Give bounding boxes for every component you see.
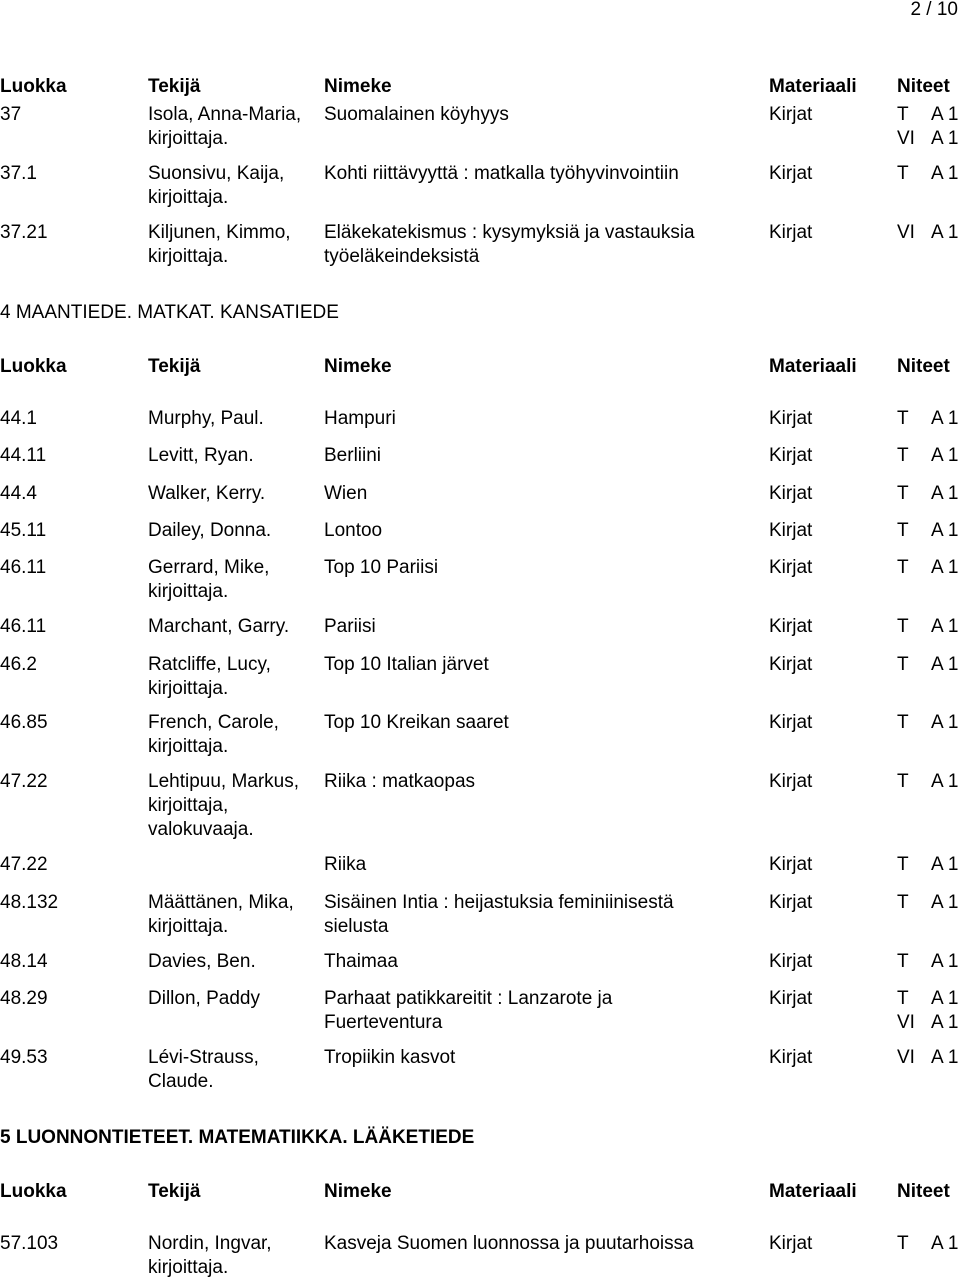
header-niteet: Niteet — [897, 1181, 950, 1202]
nimeke-cell — [324, 770, 475, 794]
niteet-site: VI — [897, 1012, 915, 1033]
niteet-count: A 1 — [931, 1012, 959, 1033]
materiaali-cell: Kirjat — [769, 557, 813, 578]
luokka-cell: 37 — [0, 104, 22, 125]
tekija-cell — [148, 221, 291, 269]
nimeke-line: Parhaat patikkareitit : Lanzarote ja — [324, 988, 613, 1009]
tekija-cell — [148, 103, 301, 151]
tekija-line: Dillon, Paddy — [148, 988, 260, 1009]
niteet-site: T — [897, 988, 909, 1009]
niteet-count: A 1 — [931, 222, 959, 243]
tekija-cell — [148, 615, 289, 639]
materiaali-cell: Kirjat — [769, 104, 813, 125]
materiaali-cell: Kirjat — [769, 951, 813, 972]
nimeke-cell — [324, 103, 509, 127]
nimeke-line: Top 10 Italian järvet — [324, 654, 489, 675]
header-nimeke: Nimeke — [324, 76, 392, 97]
luokka-cell: 37.1 — [0, 163, 37, 184]
header-tekija: Tekijä — [148, 76, 201, 97]
nimeke-cell — [324, 556, 438, 580]
niteet-site: T — [897, 854, 909, 875]
tekija-cell — [148, 950, 256, 974]
header-materiaali: Materiaali — [769, 76, 857, 97]
luokka-cell: 44.1 — [0, 408, 37, 429]
materiaali-cell: Kirjat — [769, 163, 813, 184]
luokka-cell: 46.2 — [0, 654, 37, 675]
tekija-line: Kiljunen, Kimmo, — [148, 222, 291, 243]
niteet-site: T — [897, 104, 909, 125]
materiaali-cell: Kirjat — [769, 520, 813, 541]
nimeke-cell — [324, 444, 381, 468]
tekija-line: Isola, Anna-Maria, — [148, 104, 302, 125]
header-niteet: Niteet — [897, 356, 950, 377]
luokka-cell: 37.21 — [0, 222, 48, 243]
tekija-line: Ratcliffe, Lucy, — [148, 654, 271, 675]
materiaali-cell: Kirjat — [769, 1233, 813, 1254]
niteet-count: A 1 — [931, 445, 959, 466]
tekija-line: Gerrard, Mike, — [148, 557, 270, 578]
nimeke-line: Wien — [324, 483, 368, 504]
niteet-count: A 1 — [931, 163, 959, 184]
niteet-site: VI — [897, 128, 915, 149]
nimeke-line: Top 10 Pariisi — [324, 557, 439, 578]
header-materiaali: Materiaali — [769, 356, 857, 377]
section-heading: 4 MAANTIEDE. MATKAT. KANSATIEDE — [0, 302, 339, 323]
niteet-count: A 1 — [931, 408, 959, 429]
nimeke-cell — [324, 407, 396, 431]
nimeke-cell — [324, 1232, 694, 1256]
nimeke-cell — [324, 519, 382, 543]
tekija-line: Marchant, Garry. — [148, 616, 290, 637]
tekija-line: Dailey, Donna. — [148, 520, 272, 541]
nimeke-line: Fuerteventura — [324, 1012, 443, 1033]
niteet-count: A 1 — [931, 951, 959, 972]
nimeke-line: Hampuri — [324, 408, 396, 429]
niteet-count: A 1 — [931, 104, 959, 125]
tekija-line: kirjoittaja. — [148, 916, 229, 937]
niteet-count: A 1 — [931, 1047, 959, 1068]
luokka-cell: 57.103 — [0, 1233, 59, 1254]
nimeke-line: Riika : matkaopas — [324, 771, 476, 792]
tekija-line: Levitt, Ryan. — [148, 445, 254, 466]
niteet-site: T — [897, 163, 909, 184]
tekija-cell — [148, 711, 279, 759]
tekija-line: kirjoittaja. — [148, 187, 229, 208]
materiaali-cell: Kirjat — [769, 771, 813, 792]
tekija-cell — [148, 987, 260, 1011]
materiaali-cell: Kirjat — [769, 988, 813, 1009]
luokka-cell: 48.14 — [0, 951, 48, 972]
nimeke-line: Tropiikin kasvot — [324, 1047, 456, 1068]
niteet-count: A 1 — [931, 892, 959, 913]
nimeke-cell — [324, 891, 674, 939]
tekija-line: kirjoittaja. — [148, 1257, 229, 1278]
luokka-cell: 44.11 — [0, 445, 47, 466]
niteet-count: A 1 — [931, 616, 959, 637]
tekija-cell — [148, 407, 264, 431]
luokka-cell: 46.11 — [0, 616, 47, 637]
niteet-site: T — [897, 1233, 909, 1254]
tekija-cell — [148, 770, 299, 842]
nimeke-line: Riika — [324, 854, 367, 875]
niteet-count: A 1 — [931, 712, 959, 733]
tekija-line: kirjoittaja. — [148, 581, 229, 602]
tekija-line: kirjoittaja. — [148, 736, 229, 757]
niteet-count: A 1 — [931, 654, 959, 675]
nimeke-line: Kohti riittävyyttä : matkalla työhyvinvointiin — [324, 163, 679, 184]
nimeke-line: Lontoo — [324, 520, 383, 541]
niteet-count: A 1 — [931, 128, 959, 149]
niteet-site: T — [897, 483, 909, 504]
nimeke-cell — [324, 162, 679, 186]
niteet-site: T — [897, 408, 909, 429]
luokka-cell: 47.22 — [0, 771, 48, 792]
tekija-line: Lévi-Strauss, — [148, 1047, 259, 1068]
tekija-cell — [148, 519, 271, 543]
materiaali-cell: Kirjat — [769, 654, 813, 675]
materiaali-cell: Kirjat — [769, 892, 813, 913]
tekija-line: Nordin, Ingvar, — [148, 1233, 272, 1254]
header-luokka: Luokka — [0, 1181, 67, 1202]
niteet-count: A 1 — [931, 771, 959, 792]
luokka-cell: 48.29 — [0, 988, 48, 1009]
tekija-cell — [148, 891, 294, 939]
niteet-site: VI — [897, 222, 915, 243]
tekija-line: valokuvaaja. — [148, 819, 254, 840]
tekija-line: kirjoittaja. — [148, 678, 229, 699]
nimeke-cell — [324, 482, 367, 506]
nimeke-cell — [324, 653, 489, 677]
nimeke-line: Kasveja Suomen luonnossa ja puutarhoissa — [324, 1233, 694, 1254]
nimeke-line: sielusta — [324, 916, 389, 937]
niteet-count: A 1 — [931, 520, 959, 541]
nimeke-line: työeläkeindeksistä — [324, 246, 480, 267]
tekija-line: kirjoittaja. — [148, 246, 229, 267]
tekija-line: Walker, Kerry. — [148, 483, 266, 504]
materiaali-cell: Kirjat — [769, 222, 813, 243]
section-heading: 5 LUONNONTIETEET. MATEMATIIKKA. LÄÄKETIEDE — [0, 1127, 475, 1148]
tekija-line: Suonsivu, Kaija, — [148, 163, 285, 184]
tekija-line: Claude. — [148, 1071, 214, 1092]
nimeke-cell — [324, 987, 612, 1035]
materiaali-cell: Kirjat — [769, 616, 813, 637]
tekija-cell — [148, 162, 284, 210]
tekija-line: Lehtipuu, Markus, — [148, 771, 300, 792]
nimeke-line: Top 10 Kreikan saaret — [324, 712, 509, 733]
tekija-line: Määttänen, Mika, — [148, 892, 294, 913]
tekija-cell — [148, 653, 271, 701]
niteet-site: T — [897, 616, 909, 637]
nimeke-cell — [324, 615, 376, 639]
materiaali-cell: Kirjat — [769, 483, 813, 504]
nimeke-cell — [324, 853, 366, 877]
niteet-site: T — [897, 654, 909, 675]
tekija-line: Murphy, Paul. — [148, 408, 264, 429]
niteet-site: T — [897, 520, 909, 541]
tekija-cell — [148, 482, 265, 506]
materiaali-cell: Kirjat — [769, 1047, 813, 1068]
luokka-cell: 48.132 — [0, 892, 59, 913]
niteet-count: A 1 — [931, 988, 959, 1009]
materiaali-cell: Kirjat — [769, 408, 813, 429]
niteet-count: A 1 — [931, 483, 959, 504]
luokka-cell: 49.53 — [0, 1047, 48, 1068]
niteet-site: T — [897, 951, 909, 972]
niteet-count: A 1 — [931, 854, 959, 875]
luokka-cell: 46.85 — [0, 712, 48, 733]
header-luokka: Luokka — [0, 76, 67, 97]
luokka-cell: 45.11 — [0, 520, 47, 541]
header-materiaali: Materiaali — [769, 1181, 857, 1202]
nimeke-line: Thaimaa — [324, 951, 398, 972]
nimeke-cell — [324, 711, 509, 735]
tekija-line: French, Carole, — [148, 712, 279, 733]
header-luokka: Luokka — [0, 356, 67, 377]
page-number: 2 / 10 — [910, 0, 958, 20]
luokka-cell: 44.4 — [0, 483, 37, 504]
header-niteet: Niteet — [897, 76, 950, 97]
header-tekija: Tekijä — [148, 356, 201, 377]
niteet-site: T — [897, 712, 909, 733]
nimeke-line: Sisäinen Intia : heijastuksia feminiinisestä — [324, 892, 674, 913]
nimeke-cell — [324, 950, 398, 974]
nimeke-cell — [324, 221, 695, 269]
header-nimeke: Nimeke — [324, 1181, 392, 1202]
materiaali-cell: Kirjat — [769, 854, 813, 875]
niteet-site: T — [897, 557, 909, 578]
tekija-line: kirjoittaja. — [148, 128, 229, 149]
tekija-line: Davies, Ben. — [148, 951, 256, 972]
nimeke-line: Pariisi — [324, 616, 376, 637]
tekija-cell — [148, 556, 269, 604]
tekija-cell — [148, 1232, 272, 1280]
tekija-cell — [148, 444, 254, 468]
tekija-cell — [148, 1046, 259, 1094]
niteet-count: A 1 — [931, 557, 959, 578]
materiaali-cell: Kirjat — [769, 445, 813, 466]
niteet-site: T — [897, 445, 909, 466]
niteet-count: A 1 — [931, 1233, 959, 1254]
nimeke-line: Eläkekatekismus : kysymyksiä ja vastauksia — [324, 222, 695, 243]
niteet-site: VI — [897, 1047, 915, 1068]
materiaali-cell: Kirjat — [769, 712, 813, 733]
header-nimeke: Nimeke — [324, 356, 392, 377]
header-tekija: Tekijä — [148, 1181, 201, 1202]
tekija-line: kirjoittaja, — [148, 795, 229, 816]
nimeke-cell — [324, 1046, 455, 1070]
luokka-cell: 46.11 — [0, 557, 47, 578]
nimeke-line: Berliini — [324, 445, 382, 466]
luokka-cell: 47.22 — [0, 854, 48, 875]
nimeke-line: Suomalainen köyhyys — [324, 104, 509, 125]
niteet-site: T — [897, 771, 909, 792]
niteet-site: T — [897, 892, 909, 913]
